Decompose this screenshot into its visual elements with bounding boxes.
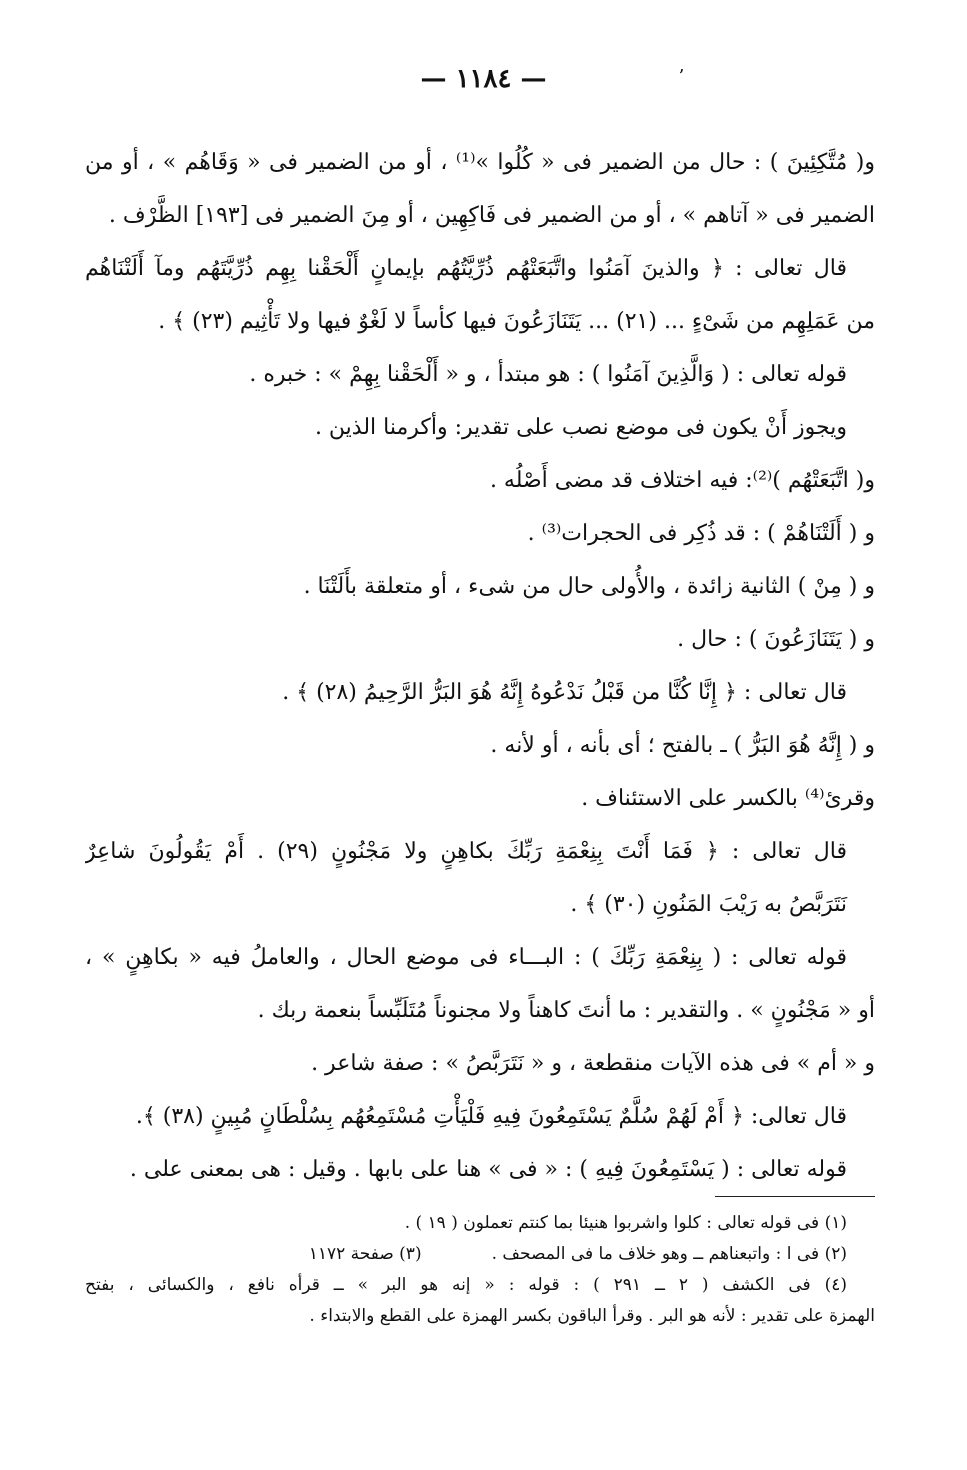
footnote-divider: [715, 1196, 875, 1197]
text-line: وقرئ⁽⁴⁾ بالكسر على الاستئناف .: [581, 786, 875, 811]
text-line: قال تعالى : ﴿ إِنَّا كُنَّا من قَبْلُ نَدْعُوهُ إِنَّهُ هُوَ البَرُّ الرَّحِيمُ (٢٨) ﴾ .: [282, 680, 847, 705]
text-line: ويجوز أَنْ يكون فى موضع نصب على تقدير: وأكرمنا الذين .: [314, 415, 847, 440]
text-line: قوله تعالى : ( يَسْتَمِعُونَ فِيهِ ) : « فى » هنا على بابها . وقيل : هى بمعنى على .: [129, 1157, 847, 1182]
text-line: من عَمَلِهِم من شَىْءٍ ... (٢١) ... يَتَنَازَعُونَ فيها كأساً لا لَغْوٌ فيها ولا تَأْثِيم (٢٣) ﴾ .: [158, 309, 875, 334]
text-line: و ( يَتَنَازَعُونَ ) : حال .: [677, 627, 875, 652]
footnote-2: (٢) فى ا : واتبعناهم ــ وهو خلاف ما فى المصحف .: [491, 1244, 847, 1264]
text-line: و ( أَلَتْنَاهُمْ ) : قد ذُكِر فى الحجرات⁽³⁾ .: [527, 521, 875, 546]
text-line: و ( مِنْ ) الثانية زائدة ، والأُولى حال من شىء ، أو متعلقة بأَلَتْنَا .: [303, 574, 875, 599]
text-line: أو « مَجْنُونٍ » . والتقدير : ما أنتَ كاهناً ولا مجنوناً مُتَلَبِّساً بنعمة ربك .: [257, 998, 875, 1023]
page-number: — ١١٨٤ —: [420, 64, 547, 94]
text-line: و ( إِنَّهُ هُوَ البَرُّ ) ـ بالفتح ؛ أى بأنه ، أو لأنه .: [490, 733, 875, 758]
text-line: قوله تعالى : ( وَالَّذِينَ آمَنُوا ) : هو مبتدأ ، و « أَلْحَقْنا بِهِمْ » : خبره .: [249, 362, 847, 387]
footnotes: [85, 1208, 875, 1332]
text-line: و « أم » فى هذه الآيات منقطعة ، و « نَتَرَبَّصُ » : صفة شاعر .: [311, 1051, 875, 1076]
footnote-3: (٣) صفحة ١١٧٢: [308, 1244, 422, 1264]
text-line: و( مُتَّكِئِينَ ) : حال من الضمير فى « كُلُوا »⁽¹⁾ ، أو من الضمير فى « وَقَاهُم » ، أو من: [85, 150, 875, 175]
text-line: قال تعالى : ﴿ فَمَا أَنْتَ بِنِعْمَةِ رَبِّكَ بكاهِنٍ ولا مَجْنُونٍ (٢٩) . أَمْ يَقُولُونَ شاعِرٌ: [85, 839, 848, 864]
text-line: قال تعالى: ﴿ أَمْ لَهُمْ سُلَّمٌ يَسْتَمِعُونَ فِيهِ فَلْيَأْتِ مُسْتَمِعُهُم بِسُلْطَانٍ مُبِينٍ (٣٨) ﴾.: [135, 1104, 847, 1129]
text-line: نَتَرَبَّصُ به رَيْبَ المَنُونِ (٣٠) ﴾ .: [570, 892, 847, 917]
footnote-4: (٤) فى الكشف ( ٢ ــ ٢٩١ ) : قوله : « إنه هو البر » ــ قرأه نافع ، والكسائى ، بفتح: [85, 1275, 848, 1295]
body-text: [85, 136, 875, 1196]
footnote-4-continued: الهمزة على تقدير : لأنه هو البر . وقرأ الباقون بكسر الهمزة على القطع والابتداء .: [309, 1306, 875, 1326]
text-line: الضمير فى « آتاهم » ، أو من الضمير فى فَاكِهِين ، أو مِنَ الضمير فى [١٩٣] الظَّرْف .: [108, 203, 875, 228]
text-line: قال تعالى : ﴿ والذينَ آمَنُوا واتَّبَعَتْهُم ذُرِّيَّتُهُم بإيمانٍ أَلْحَقْنا بِهِم ذُرِّيَّتَهُم ومآ أَلَتْنَاهُم: [85, 256, 847, 281]
text-line: و( اتَّبَعَتْهُم )⁽²⁾: فيه اختلاف قد مضى أَصْلُه .: [489, 468, 875, 493]
text-line: قوله تعالى : ( بِنِعْمَةِ رَبِّكَ ) : البـــاء فى موضع الحال ، والعاملُ فيه « بكاهِنٍ » ،: [85, 945, 847, 970]
footnote-1: (١) فى قوله تعالى : كلوا واشربوا هنيئا بما كنتم تعملون ( ١٩ ) .: [404, 1213, 847, 1233]
footnote-row-2-3: [85, 1239, 875, 1270]
margin-mark: ʼ: [678, 66, 684, 87]
